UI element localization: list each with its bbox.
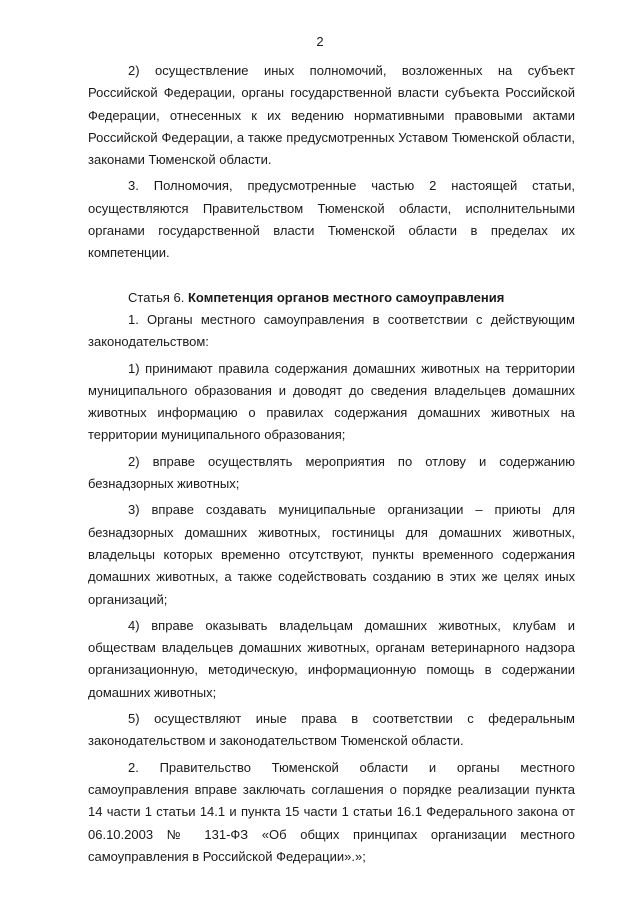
article-label: Статья 6. (128, 289, 185, 305)
page-number: 2 (316, 34, 324, 49)
paragraph: 3. Полномочия, предусмотренные частью 2 настоящей статьи, осуществляются Правительством Тюменской области, исполнительными органами государственной власти Тюменской области в пределах их компетенции. (88, 178, 575, 261)
paragraph: 2) осуществление иных полномочий, возложенных на субъект Российской Федерации, органы государственной власти субъекта Российской Федерации, отнесенных к их ведению нормативными правовыми актами Российской Федерации, а также предусмотренных Уставом Тюменской области, законами Тюменской области. (88, 63, 575, 168)
list-item: 5) осуществляют иные права в соответствии с федеральным законодательством и законодательством Тюменской области. (88, 711, 575, 749)
document-body (88, 60, 575, 868)
list-item: 3) вправе создавать муниципальные организации – приюты для безнадзорных домашних животных, гостиницы для домашних животных, владельцы которых временно отсутствуют, пункты временного содержания домашних животных, а также содействовать созданию в этих же целях иных организаций; (88, 502, 575, 607)
list-item: 2) вправе осуществлять мероприятия по отлову и содержанию безнадзорных животных; (88, 453, 575, 492)
list-item: 1) принимают правила содержания домашних животных на территории муниципального образования и доводят до сведения владельцев домашних животных информацию о правилах содержания домашних животных на территории муниципального образования; (88, 360, 575, 443)
paragraph: 2. Правительство Тюменской области и органы местного самоуправления вправе заключать соглашения о порядке реализации пункта 14 части 1 статьи 14.1 и пункта 15 части 1 статьи 16.1 Федерального закона от 06.10.2003 № 131-ФЗ «Об общих принципах организации местного самоуправления в Российской Федерации».»; (88, 759, 575, 864)
article-title: Компетенция органов местного самоуправления (188, 289, 505, 305)
article-heading (88, 287, 575, 309)
paragraph: 1. Органы местного самоуправления в соответствии с действующим законодательством: (88, 311, 575, 350)
list-item: 4) вправе оказывать владельцам домашних животных, клубам и обществам владельцев домашних животных, органам ветеринарного надзора организационную, методическую, информационную помощь в содержании домашних животных; (88, 617, 575, 700)
